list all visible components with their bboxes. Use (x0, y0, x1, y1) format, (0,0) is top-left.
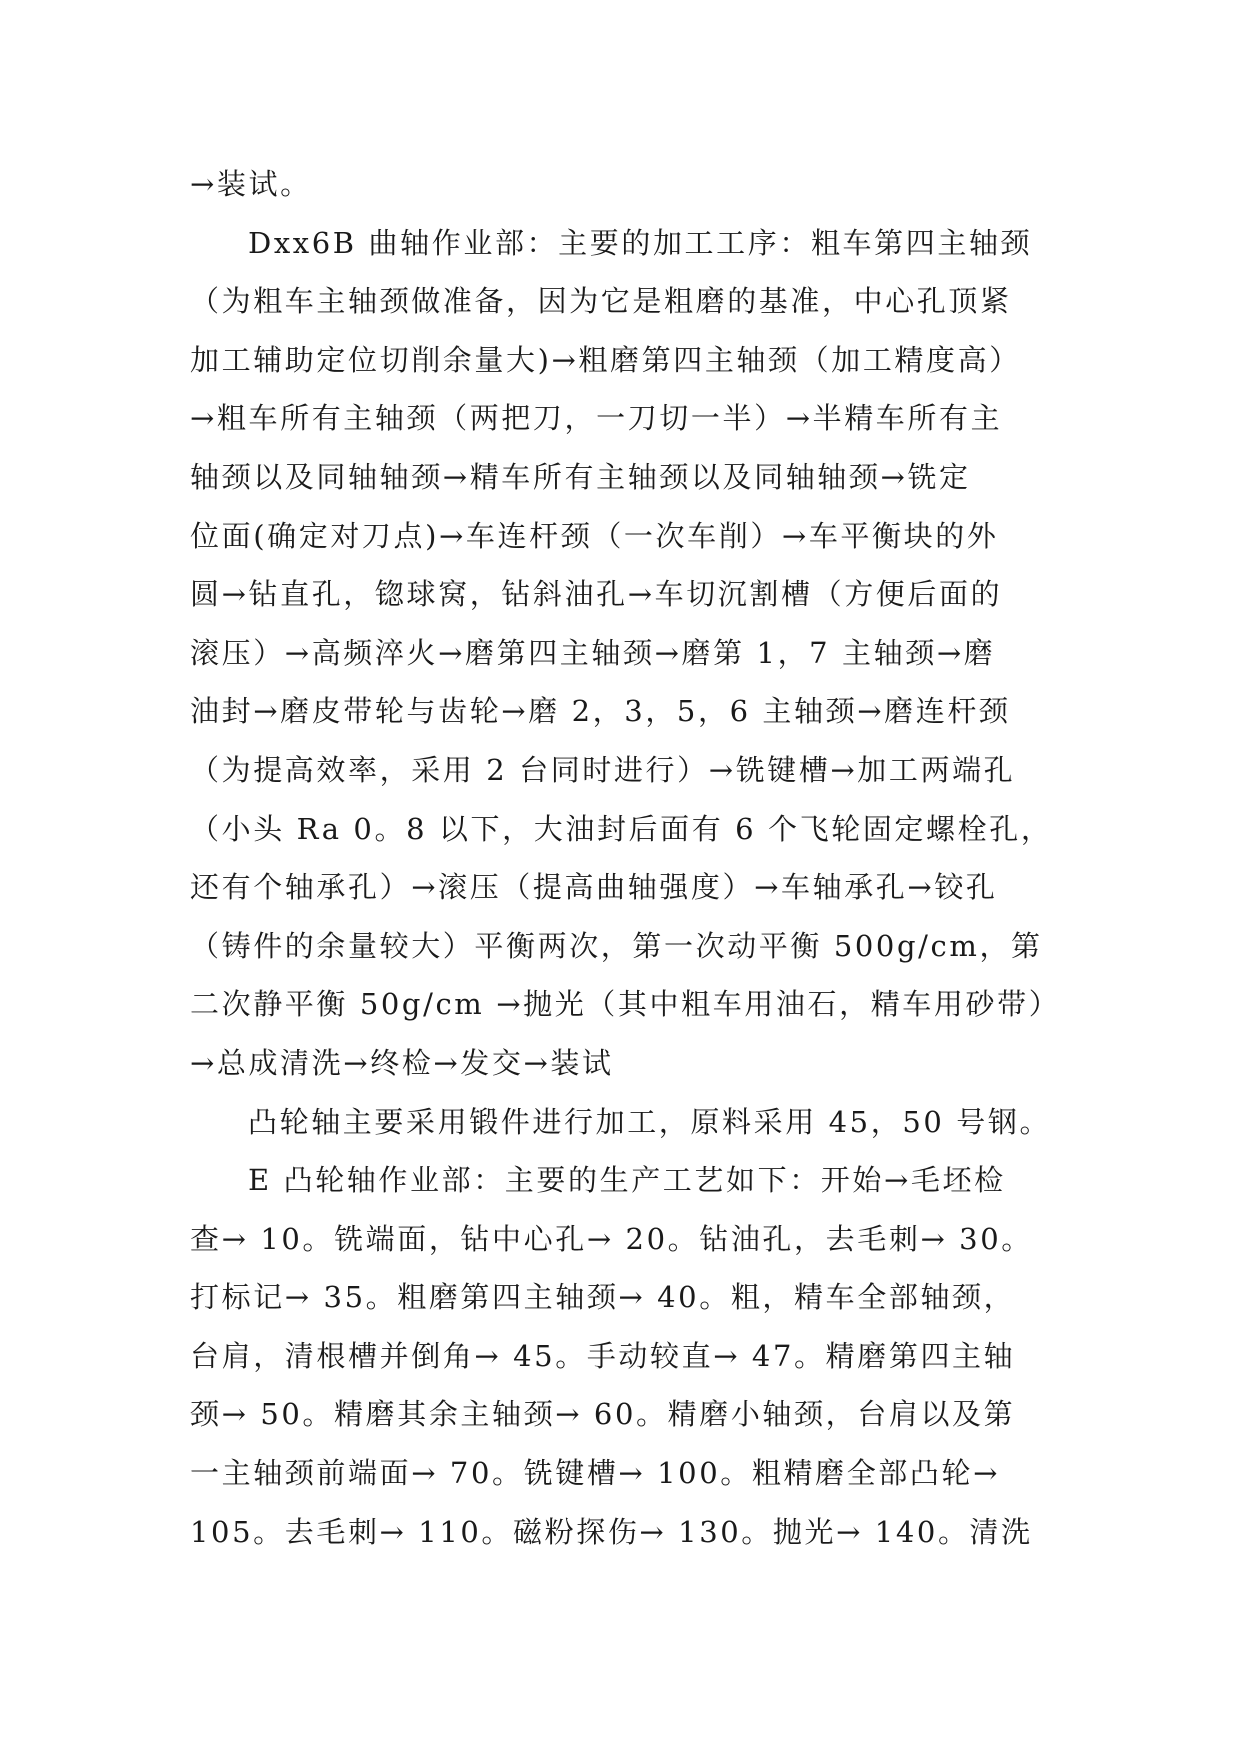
text-line: →装试。 (190, 167, 312, 201)
text-line: 二次静平衡 50g/cm →抛光（其中粗车用油石，精车用砂带） (190, 987, 1061, 1022)
body-text (190, 155, 1070, 1561)
text-line: （为粗车主轴颈做准备，因为它是粗磨的基准，中心孔顶紧 (190, 284, 1012, 319)
text-line: 圆→钻直孔，锪球窝，钻斜油孔→车切沉割槽（方便后面的 (190, 577, 1003, 612)
text-line: 油封→磨皮带轮与齿轮→磨 2，3，5，6 主轴颈→磨连杆颈 (190, 694, 1011, 729)
text-line: 台肩，清根槽并倒角→ 45。手动较直→ 47。精磨第四主轴 (190, 1338, 1016, 1373)
text-line: →粗车所有主轴颈（两把刀，一刀切一半）→半精车所有主 (190, 401, 1003, 436)
text-line: 滚压）→高频淬火→磨第四主轴颈→磨第 1，7 主轴颈→磨 (190, 635, 996, 670)
text-line: E 凸轮轴作业部：主要的生产工艺如下：开始→毛坯检 (248, 1163, 1006, 1198)
text-line: 查→ 10。铣端面，钻中心孔→ 20。钻油孔，去毛刺→ 30。 (190, 1221, 1033, 1256)
text-line: 一主轴颈前端面→ 70。铣键槽→ 100。粗精磨全部凸轮→ (190, 1456, 1000, 1491)
text-line: （小头 Ra 0。8 以下，大油封后面有 6 个飞轮固定螺栓孔， (190, 811, 1053, 846)
text-line: 轴颈以及同轴轴颈→精车所有主轴颈以及同轴轴颈→铣定 (190, 459, 971, 494)
text-line: （铸件的余量较大）平衡两次，第一次动平衡 500g/cm，第 (190, 928, 1043, 963)
text-line: →总成清洗→终检→发交→装试 (190, 1045, 614, 1080)
text-line: 还有个轴承孔）→滚压（提高曲轴强度）→车轴承孔→铰孔 (190, 870, 998, 905)
text-line: 105。去毛刺→ 110。磁粉探伤→ 130。抛光→ 140。清洗 (190, 1514, 1033, 1549)
text-line: （为提高效率，采用 2 台同时进行）→铣键槽→加工两端孔 (190, 752, 1016, 787)
text-line: 颈→ 50。精磨其余主轴颈→ 60。精磨小轴颈，台肩以及第 (190, 1397, 1016, 1432)
text-line: Dxx6B 曲轴作业部：主要的加工工序：粗车第四主轴颈 (248, 225, 1033, 260)
text-line: 凸轮轴主要采用锻件进行加工，原料采用 45，50 号钢。 (248, 1104, 1052, 1139)
text-line: 位面(确定对刀点)→车连杆颈（一次车削）→车平衡块的外 (190, 518, 999, 553)
text-line: 打标记→ 35。粗磨第四主轴颈→ 40。粗，精车全部轴颈， (190, 1280, 1016, 1315)
text-line: 加工辅助定位切削余量大)→粗磨第四主轴颈（加工精度高） (190, 342, 1021, 377)
